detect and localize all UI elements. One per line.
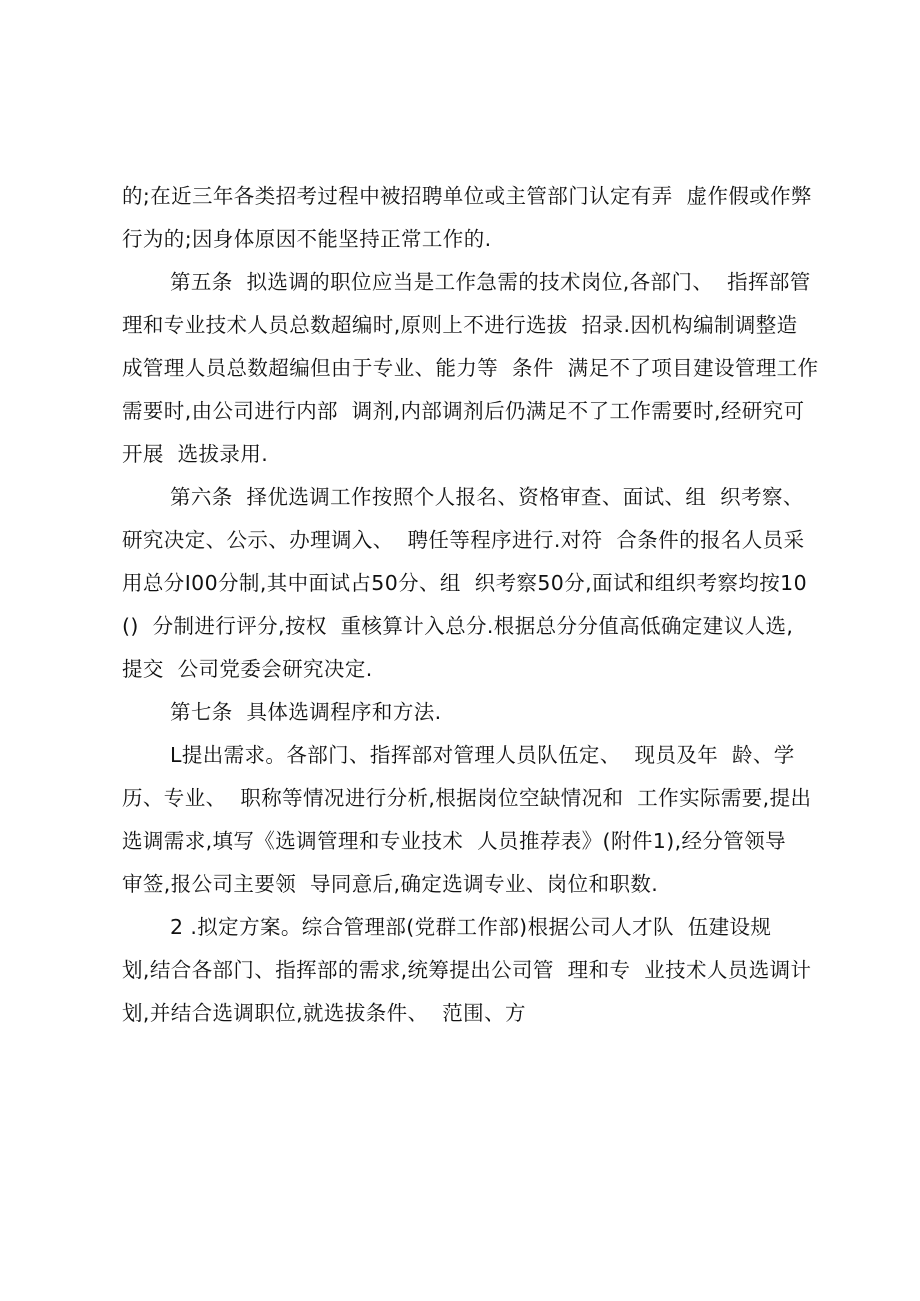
body-text-line: 开展 选拔录用. bbox=[122, 442, 269, 466]
body-text-line: 用总分I00分制,其中面试占50分、组 织考察50分,面试和组织考察均按10 bbox=[122, 571, 808, 595]
article-6-heading-line: 第六条 择优选调工作按照个人报名、资格审查、面试、组 织考察、 bbox=[170, 485, 804, 509]
body-text-line: 提交 公司党委会研究决定. bbox=[122, 657, 373, 681]
body-text-line: 划,结合各部门、指挥部的需求,统筹提出公司管 理和专 业技术人员选调计 bbox=[122, 958, 812, 982]
body-text-line: 理和专业技术人员总数超编时,原则上不进行选拔 招录.因机构编制调整造 bbox=[122, 313, 798, 337]
body-text-line: 划,并结合选调职位,就选拔条件、 范围、方 bbox=[122, 1001, 526, 1025]
body-text-line: 需要时,由公司进行内部 调剂,内部调剂后仍满足不了工作需要时,经研究可 bbox=[122, 399, 805, 423]
article-5-heading-line: 第五条 拟选调的职位应当是工作急需的技术岗位,各部门、 指挥部管 bbox=[170, 270, 811, 294]
body-text-line: 历、专业、 职称等情况进行分析,根据岗位空缺情况和 工作实际需要,提出 bbox=[122, 786, 812, 810]
article-7-heading-line: 第七条 具体选调程序和方法. bbox=[170, 700, 442, 724]
body-text-line: 研究决定、公示、办理调入、 聘任等程序进行.对符 合条件的报名人员采 bbox=[122, 528, 805, 552]
body-text-line: 选调需求,填写《选调管理和专业技术 人员推荐表》(附件1),经分管领导 bbox=[122, 829, 787, 853]
body-text-line: 审签,报公司主要领 导同意后,确定选调专业、岗位和职数. bbox=[122, 872, 659, 896]
step-1-line: L提出需求。各部门、指挥部对管理人员队伍定、 现员及年 龄、学 bbox=[170, 743, 795, 767]
body-text-line: 行为的;因身体原因不能坚持正常工作的. bbox=[122, 227, 492, 251]
body-text-line: () 分制进行评分,按权 重核算计入总分.根据总分分值高低确定建议人选, bbox=[122, 614, 794, 638]
body-text-line: 的;在近三年各类招考过程中被招聘单位或主管部门认定有弄 虚作假或作弊 bbox=[122, 184, 812, 208]
body-text-line: 成管理人员总数超编但由于专业、能力等 条件 满足不了项目建设管理工作 bbox=[122, 356, 819, 380]
step-2-line: 2 .拟定方案。综合管理部(党群工作部)根据公司人才队 伍建设规 bbox=[170, 915, 772, 939]
